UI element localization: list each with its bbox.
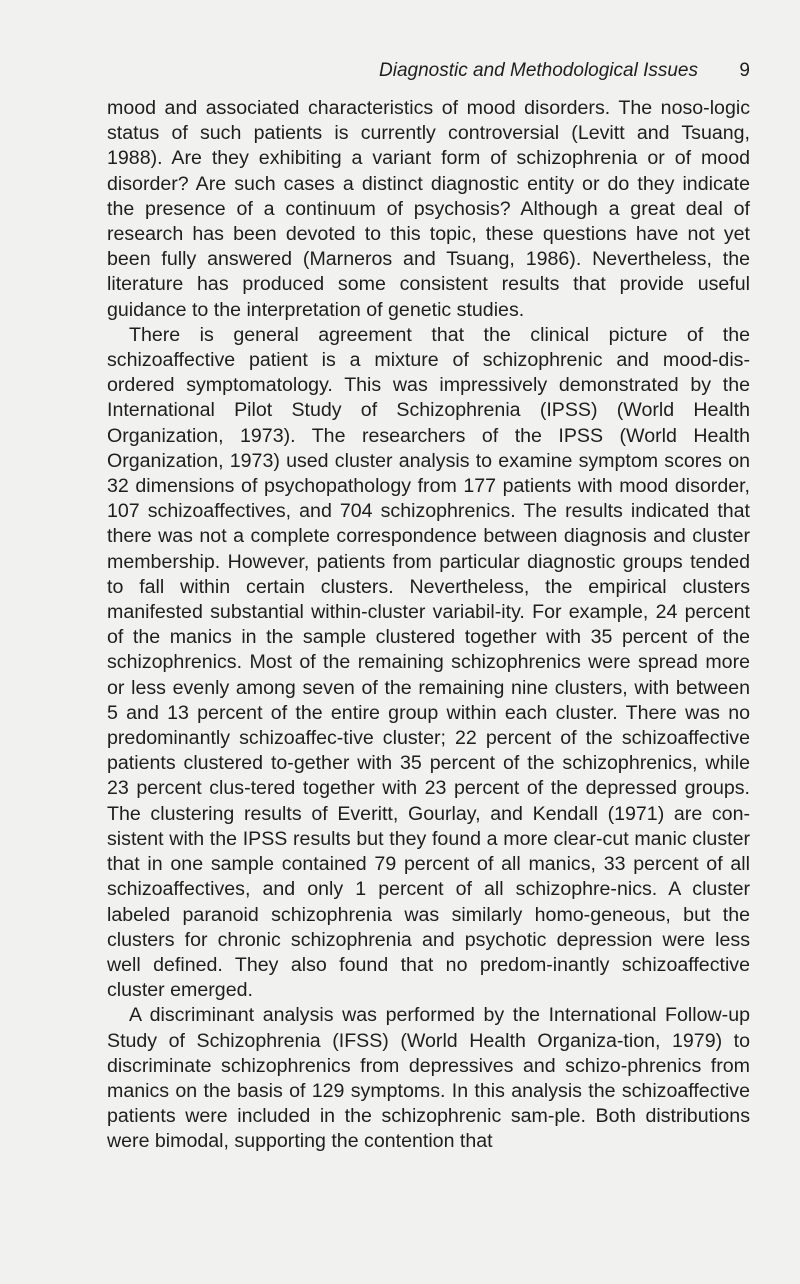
body-text <box>107 96 750 1155</box>
page-number: 9 <box>739 60 750 81</box>
paragraph: A discriminant analysis was performed by the International Follow-up Study of Schizophrenia (IFSS) (World Health Organiza-tion, 1979) to discriminate schizophrenics from depressives and schizo-phrenics from manics on the basis of 129 symptoms. In this analysis the schizoaffective patients were included in the schizophrenic sam-ple. Both distributions were bimodal, supporting the contention that <box>107 1004 750 1153</box>
running-head <box>107 56 750 86</box>
running-title: Diagnostic and Methodological Issues <box>379 60 698 81</box>
paragraph: There is general agreement that the clinical picture of the schizoaffective patient is a mixture of schizophrenic and mood-dis-ordered symptomatology. This was impressively demonstrated by the International Pilot Study of Schizophrenia (IPSS) (World Health Organization, 1973). The researchers of the IPSS (World Health Organization, 1973) used cluster analysis to examine symptom scores on 32 dimensions of psychopathology from 177 patients with mood disorder, 107 schizoaffectives, and 704 schizophrenics. The results indicated that there was not a complete correspondence between diagnosis and cluster membership. However, patients from particular diagnostic groups tended to fall within certain clusters. Nevertheless, the empirical clusters manifested substantial within-cluster variabil-ity. For example, 24 percent of the manics in the sample clustered together with 35 percent of the schizophrenics. Most of the remaining schizophrenics were spread more or less evenly among seven of the remaining nine clusters, with between 5 and 13 percent of the entire group within each cluster. There was no predominantly schizoaffec-tive cluster; 22 percent of the schizoaffective patients clustered to-gether with 35 percent of the schizophrenics, while 23 percent clus-tered together with 23 percent of the depressed groups. The clustering results of Everitt, Gourlay, and Kendall (1971) are con-sistent with the IPSS results but they found a more clear-cut manic cluster that in one sample contained 79 percent of all manics, 33 percent of all schizoaffectives, and only 1 percent of all schizophre-nics. A cluster labeled paranoid schizophrenia was similarly homo-geneous, but the clusters for chronic schizophrenia and psychotic depression were less well defined. They also found that no predom-inantly schizoaffective cluster emerged. <box>107 323 750 1002</box>
paragraph: mood and associated characteristics of mood disorders. The noso-logic status of such patients is currently controversial (Levitt and Tsuang, 1988). Are they exhibiting a variant form of schizophrenia or of mood disorder? Are such cases a distinct diagnostic entity or do they indicate the presence of a continuum of psychosis? Although a great deal of research has been devoted to this topic, these questions have not yet been fully answered (Marneros and Tsuang, 1986). Nevertheless, the literature has produced some consistent results that provide useful guidance to the interpretation of genetic studies. <box>107 97 750 321</box>
